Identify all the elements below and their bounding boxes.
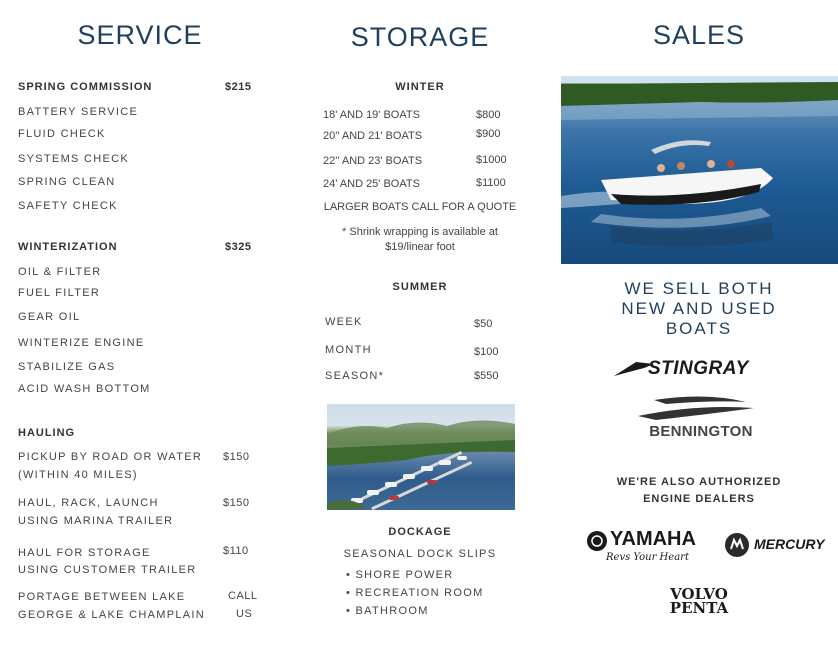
stingray-logo xyxy=(614,358,794,380)
hauling-title: HAULING xyxy=(18,427,76,439)
winter-row-price: $800 xyxy=(476,109,501,121)
summer-row-price: $100 xyxy=(474,346,499,358)
summer-title: SUMMER xyxy=(392,281,448,293)
summer-row-label: WEEK xyxy=(325,316,363,328)
marina-photo xyxy=(327,404,515,510)
winter-row-label: 20'' AND 21' BOATS xyxy=(323,130,423,142)
stingray-wordmark: STINGRAY xyxy=(648,358,749,379)
service-item: SPRING CLEAN xyxy=(18,176,116,188)
hauling-item-line: PICKUP BY ROAD OR WATER xyxy=(18,451,203,463)
service-heading: SERVICE xyxy=(77,20,203,50)
dockage-bullet: • SHORE POWER xyxy=(346,569,454,581)
winter-row-label: 24' AND 25' BOATS xyxy=(323,178,420,190)
summer-row-label: MONTH xyxy=(325,344,372,356)
service-item: FLUID CHECK xyxy=(18,128,106,140)
winterization-price: $325 xyxy=(225,241,252,253)
hauling-item-line: HAUL, RACK, LAUNCH xyxy=(18,497,159,509)
winter-row-price: $1100 xyxy=(476,177,506,189)
authorized-line: ENGINE DEALERS xyxy=(643,493,755,505)
summer-row-label: SEASON* xyxy=(325,370,385,382)
yamaha-tagline: Revs Your Heart xyxy=(606,552,689,563)
bennington-wordmark: BENNINGTON xyxy=(649,423,753,440)
yamaha-wordmark: YAMAHA xyxy=(610,528,696,550)
service-column xyxy=(0,0,280,646)
service-item: GEAR OIL xyxy=(18,311,81,323)
sales-column xyxy=(560,0,838,646)
authorized-line: WE'RE ALSO AUTHORIZED xyxy=(616,476,782,488)
hauling-item-line: USING MARINA TRAILER xyxy=(18,515,174,527)
larger-boats-note: LARGER BOATS CALL FOR A QUOTE xyxy=(323,201,517,213)
service-item: SAFETY CHECK xyxy=(18,200,118,212)
service-item: ACID WASH BOTTOM xyxy=(18,383,151,395)
hauling-item-line: USING CUSTOMER TRAILER xyxy=(18,564,197,576)
storage-heading: STORAGE xyxy=(350,22,490,52)
mercury-logo xyxy=(724,532,836,558)
dockage-subtitle: SEASONAL DOCK SLIPS xyxy=(343,548,497,560)
service-item: FUEL FILTER xyxy=(18,287,101,299)
sales-heading: SALES xyxy=(652,20,746,50)
service-item: SYSTEMS CHECK xyxy=(18,153,130,165)
penta-wordmark: PENTA xyxy=(669,599,729,617)
volvo-wordmark: VOLVO xyxy=(670,585,728,603)
service-item: OIL & FILTER xyxy=(18,266,102,278)
sell-line: BOATS xyxy=(665,319,733,338)
hauling-item-line: (WITHIN 40 MILES) xyxy=(18,469,138,481)
yamaha-logo xyxy=(586,528,696,568)
boat-photo xyxy=(561,76,838,264)
sell-line: NEW AND USED xyxy=(621,299,777,318)
volvo-penta-logo xyxy=(560,587,838,615)
hauling-price: $150 xyxy=(223,451,250,463)
dockage-bullet: • RECREATION ROOM xyxy=(346,587,484,599)
hauling-price: $150 xyxy=(223,497,250,509)
service-item: STABILIZE GAS xyxy=(18,361,116,373)
hauling-price: $110 xyxy=(223,545,249,557)
dockage-bullet: • BATHROOM xyxy=(346,605,429,617)
mercury-wordmark: MERCURY xyxy=(754,536,825,552)
service-item: WINTERIZE ENGINE xyxy=(18,337,145,349)
shrink-wrap-note: * Shrink wrapping is available at xyxy=(342,226,498,238)
service-item: BATTERY SERVICE xyxy=(18,106,139,118)
shrink-wrap-price: $19/linear foot xyxy=(385,241,455,253)
winter-row-label: 18' AND 19' BOATS xyxy=(323,109,420,121)
summer-row-price: $50 xyxy=(474,318,493,330)
storage-column xyxy=(280,0,560,646)
spring-commission-title: SPRING COMMISSION xyxy=(18,81,153,93)
summer-row-price: $550 xyxy=(474,370,499,382)
hauling-price-call: CALL xyxy=(228,590,258,602)
bennington-logo xyxy=(626,394,776,442)
hauling-item-line: PORTAGE BETWEEN LAKE xyxy=(18,591,186,603)
hauling-item-line: GEORGE & LAKE CHAMPLAIN xyxy=(18,609,205,621)
winter-title: WINTER xyxy=(395,81,445,93)
sell-line: WE SELL BOTH xyxy=(624,279,774,298)
winter-row-price: $900 xyxy=(476,128,501,140)
winter-row-label: 22'' AND 23' BOATS xyxy=(323,155,423,167)
hauling-price-us: US xyxy=(236,608,253,620)
winterization-title: WINTERIZATION xyxy=(18,241,118,253)
winter-row-price: $1000 xyxy=(476,154,507,166)
spring-commission-price: $215 xyxy=(225,81,252,93)
dockage-title: DOCKAGE xyxy=(388,526,452,538)
hauling-item-line: HAUL FOR STORAGE xyxy=(18,547,151,559)
